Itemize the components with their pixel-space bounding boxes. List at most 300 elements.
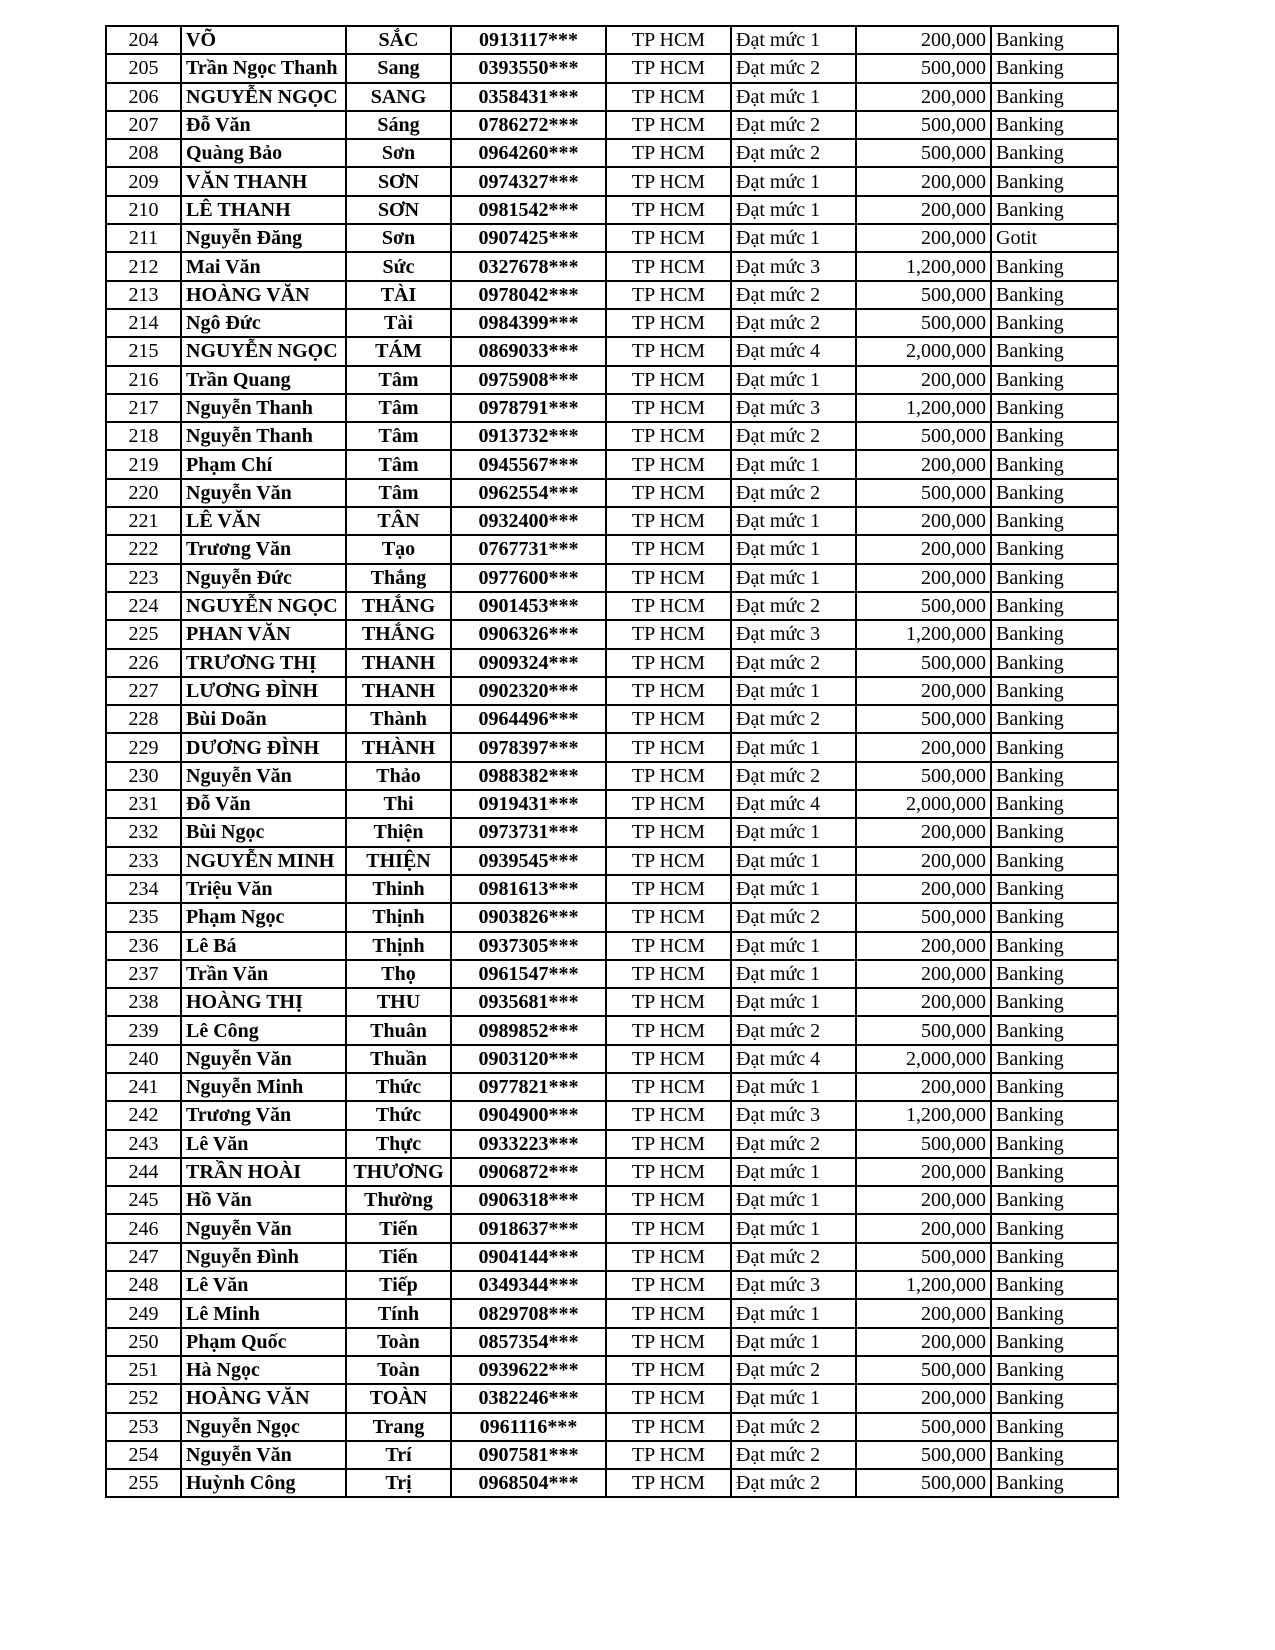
cell-amount: 500,000 (856, 111, 991, 139)
cell-level: Đạt mức 1 (731, 26, 856, 54)
cell-city: TP HCM (606, 535, 731, 563)
cell-given-name: Sơn (346, 139, 451, 167)
cell-stt: 222 (106, 535, 181, 563)
cell-amount: 200,000 (856, 818, 991, 846)
cell-phone: 0989852*** (451, 1016, 606, 1044)
table-row (106, 733, 1118, 761)
cell-phone: 0978791*** (451, 394, 606, 422)
cell-payment-method: Banking (991, 1413, 1118, 1441)
cell-level: Đạt mức 2 (731, 1413, 856, 1441)
cell-family-name: Đỗ Văn (181, 790, 346, 818)
cell-family-name: NGUYỄN NGỌC (181, 592, 346, 620)
cell-stt: 251 (106, 1356, 181, 1384)
cell-family-name: Trương Văn (181, 535, 346, 563)
cell-city: TP HCM (606, 1045, 731, 1073)
cell-family-name: Quàng Bảo (181, 139, 346, 167)
cell-level: Đạt mức 2 (731, 479, 856, 507)
cell-stt: 221 (106, 507, 181, 535)
cell-city: TP HCM (606, 252, 731, 280)
cell-stt: 240 (106, 1045, 181, 1073)
cell-family-name: Triệu Văn (181, 875, 346, 903)
cell-payment-method: Banking (991, 337, 1118, 365)
cell-city: TP HCM (606, 620, 731, 648)
cell-given-name: Tâm (346, 450, 451, 478)
table-row (106, 422, 1118, 450)
cell-family-name: Mai Văn (181, 252, 346, 280)
cell-payment-method: Banking (991, 535, 1118, 563)
cell-level: Đạt mức 4 (731, 790, 856, 818)
cell-stt: 207 (106, 111, 181, 139)
cell-payment-method: Banking (991, 167, 1118, 195)
cell-stt: 231 (106, 790, 181, 818)
cell-city: TP HCM (606, 932, 731, 960)
cell-level: Đạt mức 2 (731, 1243, 856, 1271)
table-row (106, 620, 1118, 648)
cell-city: TP HCM (606, 1356, 731, 1384)
cell-level: Đạt mức 1 (731, 960, 856, 988)
table-body (106, 26, 1118, 1497)
cell-city: TP HCM (606, 196, 731, 224)
table-row (106, 366, 1118, 394)
cell-stt: 230 (106, 762, 181, 790)
cell-family-name: Lê Văn (181, 1271, 346, 1299)
cell-stt: 229 (106, 733, 181, 761)
table-row (106, 26, 1118, 54)
cell-given-name: Thinh (346, 875, 451, 903)
cell-city: TP HCM (606, 733, 731, 761)
cell-payment-method: Banking (991, 790, 1118, 818)
cell-given-name: Thành (346, 705, 451, 733)
cell-phone: 0767731*** (451, 535, 606, 563)
cell-phone: 0933223*** (451, 1130, 606, 1158)
cell-city: TP HCM (606, 988, 731, 1016)
cell-payment-method: Banking (991, 733, 1118, 761)
cell-given-name: Sơn (346, 224, 451, 252)
cell-phone: 0939622*** (451, 1356, 606, 1384)
cell-city: TP HCM (606, 1130, 731, 1158)
cell-stt: 220 (106, 479, 181, 507)
cell-payment-method: Banking (991, 1186, 1118, 1214)
cell-city: TP HCM (606, 111, 731, 139)
cell-given-name: Tâm (346, 479, 451, 507)
cell-phone: 0977821*** (451, 1073, 606, 1101)
cell-amount: 500,000 (856, 309, 991, 337)
cell-phone: 0978397*** (451, 733, 606, 761)
cell-family-name: Nguyễn Minh (181, 1073, 346, 1101)
cell-given-name: Tiến (346, 1214, 451, 1242)
cell-payment-method: Banking (991, 1328, 1118, 1356)
table-row (106, 167, 1118, 195)
cell-payment-method: Banking (991, 1016, 1118, 1044)
cell-payment-method: Banking (991, 1441, 1118, 1469)
cell-city: TP HCM (606, 422, 731, 450)
cell-city: TP HCM (606, 847, 731, 875)
table-row (106, 960, 1118, 988)
cell-city: TP HCM (606, 450, 731, 478)
cell-payment-method: Banking (991, 677, 1118, 705)
cell-city: TP HCM (606, 649, 731, 677)
cell-amount: 200,000 (856, 224, 991, 252)
cell-level: Đạt mức 1 (731, 1158, 856, 1186)
cell-stt: 242 (106, 1101, 181, 1129)
table-row (106, 1073, 1118, 1101)
cell-given-name: THẮNG (346, 620, 451, 648)
cell-city: TP HCM (606, 507, 731, 535)
cell-amount: 200,000 (856, 875, 991, 903)
cell-payment-method: Banking (991, 1158, 1118, 1186)
cell-stt: 226 (106, 649, 181, 677)
cell-given-name: Thọ (346, 960, 451, 988)
table-row (106, 875, 1118, 903)
cell-phone: 0902320*** (451, 677, 606, 705)
cell-city: TP HCM (606, 337, 731, 365)
cell-family-name: NGUYỄN NGỌC (181, 83, 346, 111)
cell-amount: 1,200,000 (856, 394, 991, 422)
cell-level: Đạt mức 1 (731, 677, 856, 705)
cell-level: Đạt mức 2 (731, 111, 856, 139)
cell-city: TP HCM (606, 394, 731, 422)
cell-family-name: Lê Minh (181, 1299, 346, 1327)
cell-family-name: Nguyễn Văn (181, 1045, 346, 1073)
cell-given-name: TÁM (346, 337, 451, 365)
cell-amount: 200,000 (856, 1299, 991, 1327)
cell-phone: 0358431*** (451, 83, 606, 111)
table-row (106, 196, 1118, 224)
cell-level: Đạt mức 1 (731, 450, 856, 478)
cell-phone: 0978042*** (451, 281, 606, 309)
cell-city: TP HCM (606, 1016, 731, 1044)
cell-phone: 0869033*** (451, 337, 606, 365)
cell-phone: 0906326*** (451, 620, 606, 648)
cell-amount: 500,000 (856, 281, 991, 309)
cell-amount: 500,000 (856, 1356, 991, 1384)
cell-amount: 200,000 (856, 677, 991, 705)
cell-phone: 0977600*** (451, 564, 606, 592)
table-row (106, 1101, 1118, 1129)
table-row (106, 592, 1118, 620)
table-row (106, 1243, 1118, 1271)
cell-given-name: THÀNH (346, 733, 451, 761)
cell-stt: 211 (106, 224, 181, 252)
cell-given-name: Trí (346, 1441, 451, 1469)
cell-level: Đạt mức 2 (731, 649, 856, 677)
cell-level: Đạt mức 1 (731, 932, 856, 960)
cell-phone: 0939545*** (451, 847, 606, 875)
cell-payment-method: Banking (991, 450, 1118, 478)
cell-amount: 1,200,000 (856, 1271, 991, 1299)
cell-given-name: Thường (346, 1186, 451, 1214)
cell-given-name: Tâm (346, 394, 451, 422)
cell-city: TP HCM (606, 960, 731, 988)
cell-stt: 236 (106, 932, 181, 960)
cell-phone: 0907425*** (451, 224, 606, 252)
cell-amount: 200,000 (856, 988, 991, 1016)
cell-given-name: Sức (346, 252, 451, 280)
cell-level: Đạt mức 3 (731, 1101, 856, 1129)
cell-city: TP HCM (606, 366, 731, 394)
cell-city: TP HCM (606, 1299, 731, 1327)
cell-level: Đạt mức 2 (731, 54, 856, 82)
cell-stt: 210 (106, 196, 181, 224)
cell-family-name: VĂN THANH (181, 167, 346, 195)
cell-city: TP HCM (606, 705, 731, 733)
cell-phone: 0918637*** (451, 1214, 606, 1242)
table-row (106, 507, 1118, 535)
cell-level: Đạt mức 2 (731, 1469, 856, 1497)
table-row (106, 1441, 1118, 1469)
cell-given-name: Tiến (346, 1243, 451, 1271)
cell-amount: 1,200,000 (856, 1101, 991, 1129)
cell-amount: 500,000 (856, 903, 991, 931)
cell-phone: 0903120*** (451, 1045, 606, 1073)
cell-stt: 225 (106, 620, 181, 648)
cell-amount: 200,000 (856, 1186, 991, 1214)
cell-stt: 224 (106, 592, 181, 620)
cell-level: Đạt mức 2 (731, 762, 856, 790)
cell-level: Đạt mức 1 (731, 733, 856, 761)
cell-given-name: SƠN (346, 167, 451, 195)
cell-given-name: Thuần (346, 1045, 451, 1073)
cell-level: Đạt mức 1 (731, 1186, 856, 1214)
cell-stt: 208 (106, 139, 181, 167)
cell-given-name: THU (346, 988, 451, 1016)
cell-phone: 0964496*** (451, 705, 606, 733)
cell-stt: 244 (106, 1158, 181, 1186)
cell-level: Đạt mức 1 (731, 818, 856, 846)
cell-phone: 0904900*** (451, 1101, 606, 1129)
cell-family-name: Nguyễn Văn (181, 762, 346, 790)
cell-stt: 223 (106, 564, 181, 592)
cell-level: Đạt mức 2 (731, 705, 856, 733)
table-row (106, 564, 1118, 592)
cell-phone: 0975908*** (451, 366, 606, 394)
cell-stt: 209 (106, 167, 181, 195)
cell-amount: 500,000 (856, 1016, 991, 1044)
cell-level: Đạt mức 2 (731, 422, 856, 450)
cell-payment-method: Gotit (991, 224, 1118, 252)
cell-city: TP HCM (606, 1413, 731, 1441)
cell-phone: 0932400*** (451, 507, 606, 535)
cell-city: TP HCM (606, 281, 731, 309)
cell-stt: 212 (106, 252, 181, 280)
cell-city: TP HCM (606, 1158, 731, 1186)
cell-city: TP HCM (606, 790, 731, 818)
cell-payment-method: Banking (991, 281, 1118, 309)
table-row (106, 903, 1118, 931)
cell-given-name: Tiếp (346, 1271, 451, 1299)
cell-family-name: VÕ (181, 26, 346, 54)
cell-payment-method: Banking (991, 309, 1118, 337)
cell-level: Đạt mức 1 (731, 1214, 856, 1242)
cell-family-name: Hồ Văn (181, 1186, 346, 1214)
cell-city: TP HCM (606, 224, 731, 252)
cell-given-name: Trang (346, 1413, 451, 1441)
cell-phone: 0935681*** (451, 988, 606, 1016)
cell-city: TP HCM (606, 1073, 731, 1101)
cell-family-name: Trần Ngọc Thanh (181, 54, 346, 82)
table-row (106, 1045, 1118, 1073)
cell-phone: 0913732*** (451, 422, 606, 450)
cell-amount: 500,000 (856, 139, 991, 167)
cell-stt: 206 (106, 83, 181, 111)
cell-level: Đạt mức 1 (731, 1384, 856, 1412)
cell-amount: 200,000 (856, 1158, 991, 1186)
cell-given-name: Thi (346, 790, 451, 818)
cell-level: Đạt mức 2 (731, 1130, 856, 1158)
cell-level: Đạt mức 1 (731, 847, 856, 875)
cell-city: TP HCM (606, 903, 731, 931)
cell-family-name: HOÀNG VĂN (181, 1384, 346, 1412)
table-row (106, 1328, 1118, 1356)
table-row (106, 847, 1118, 875)
cell-phone: 0961547*** (451, 960, 606, 988)
cell-family-name: DƯƠNG ĐÌNH (181, 733, 346, 761)
cell-payment-method: Banking (991, 1101, 1118, 1129)
cell-given-name: Tạo (346, 535, 451, 563)
table-row (106, 1384, 1118, 1412)
cell-level: Đạt mức 1 (731, 366, 856, 394)
cell-payment-method: Banking (991, 1299, 1118, 1327)
cell-level: Đạt mức 2 (731, 139, 856, 167)
cell-city: TP HCM (606, 1186, 731, 1214)
cell-level: Đạt mức 1 (731, 224, 856, 252)
cell-level: Đạt mức 1 (731, 875, 856, 903)
cell-amount: 200,000 (856, 932, 991, 960)
cell-stt: 250 (106, 1328, 181, 1356)
cell-given-name: Trị (346, 1469, 451, 1497)
cell-amount: 500,000 (856, 1413, 991, 1441)
cell-stt: 228 (106, 705, 181, 733)
cell-family-name: Lê Văn (181, 1130, 346, 1158)
cell-phone: 0901453*** (451, 592, 606, 620)
cell-given-name: Thắng (346, 564, 451, 592)
cell-level: Đạt mức 1 (731, 507, 856, 535)
cell-stt: 216 (106, 366, 181, 394)
cell-phone: 0964260*** (451, 139, 606, 167)
table-row (106, 790, 1118, 818)
cell-amount: 200,000 (856, 847, 991, 875)
cell-family-name: Nguyễn Văn (181, 1441, 346, 1469)
cell-level: Đạt mức 1 (731, 1299, 856, 1327)
cell-given-name: Tâm (346, 422, 451, 450)
cell-amount: 500,000 (856, 1130, 991, 1158)
table-row (106, 818, 1118, 846)
cell-stt: 239 (106, 1016, 181, 1044)
cell-given-name: Thảo (346, 762, 451, 790)
cell-level: Đạt mức 4 (731, 337, 856, 365)
cell-payment-method: Banking (991, 988, 1118, 1016)
table-row (106, 83, 1118, 111)
cell-payment-method: Banking (991, 620, 1118, 648)
cell-payment-method: Banking (991, 932, 1118, 960)
table-row (106, 337, 1118, 365)
cell-stt: 245 (106, 1186, 181, 1214)
cell-phone: 0327678*** (451, 252, 606, 280)
cell-amount: 500,000 (856, 705, 991, 733)
cell-given-name: Tính (346, 1299, 451, 1327)
cell-given-name: SƠN (346, 196, 451, 224)
cell-amount: 200,000 (856, 366, 991, 394)
cell-phone: 0973731*** (451, 818, 606, 846)
table-row (106, 1469, 1118, 1497)
table-row (106, 705, 1118, 733)
cell-family-name: LÊ THANH (181, 196, 346, 224)
cell-given-name: THANH (346, 677, 451, 705)
cell-phone: 0981613*** (451, 875, 606, 903)
cell-payment-method: Banking (991, 762, 1118, 790)
cell-amount: 200,000 (856, 83, 991, 111)
cell-family-name: Trần Quang (181, 366, 346, 394)
cell-payment-method: Banking (991, 818, 1118, 846)
table-row (106, 1158, 1118, 1186)
cell-amount: 500,000 (856, 592, 991, 620)
table-row (106, 1214, 1118, 1242)
cell-phone: 0913117*** (451, 26, 606, 54)
cell-level: Đạt mức 2 (731, 592, 856, 620)
cell-amount: 200,000 (856, 733, 991, 761)
cell-phone: 0968504*** (451, 1469, 606, 1497)
cell-payment-method: Banking (991, 564, 1118, 592)
cell-payment-method: Banking (991, 422, 1118, 450)
cell-city: TP HCM (606, 54, 731, 82)
table-row (106, 535, 1118, 563)
cell-family-name: TRƯƠNG THỊ (181, 649, 346, 677)
cell-payment-method: Banking (991, 1356, 1118, 1384)
table-row (106, 394, 1118, 422)
cell-payment-method: Banking (991, 54, 1118, 82)
cell-family-name: LÊ VĂN (181, 507, 346, 535)
cell-amount: 1,200,000 (856, 252, 991, 280)
cell-stt: 243 (106, 1130, 181, 1158)
cell-stt: 241 (106, 1073, 181, 1101)
cell-stt: 249 (106, 1299, 181, 1327)
cell-payment-method: Banking (991, 1045, 1118, 1073)
cell-amount: 2,000,000 (856, 790, 991, 818)
cell-amount: 200,000 (856, 535, 991, 563)
cell-amount: 200,000 (856, 1384, 991, 1412)
cell-level: Đạt mức 1 (731, 167, 856, 195)
cell-phone: 0349344*** (451, 1271, 606, 1299)
cell-phone: 0988382*** (451, 762, 606, 790)
cell-family-name: Nguyễn Ngọc (181, 1413, 346, 1441)
cell-payment-method: Banking (991, 1243, 1118, 1271)
cell-amount: 500,000 (856, 54, 991, 82)
cell-phone: 0786272*** (451, 111, 606, 139)
cell-phone: 0904144*** (451, 1243, 606, 1271)
table-row (106, 649, 1118, 677)
cell-stt: 233 (106, 847, 181, 875)
table-row (106, 54, 1118, 82)
cell-payment-method: Banking (991, 960, 1118, 988)
cell-phone: 0906872*** (451, 1158, 606, 1186)
cell-given-name: THẮNG (346, 592, 451, 620)
cell-level: Đạt mức 2 (731, 309, 856, 337)
cell-level: Đạt mức 1 (731, 1328, 856, 1356)
cell-payment-method: Banking (991, 479, 1118, 507)
cell-phone: 0974327*** (451, 167, 606, 195)
cell-city: TP HCM (606, 1384, 731, 1412)
cell-stt: 238 (106, 988, 181, 1016)
cell-phone: 0393550*** (451, 54, 606, 82)
cell-family-name: Lê Công (181, 1016, 346, 1044)
cell-city: TP HCM (606, 1214, 731, 1242)
cell-given-name: Sáng (346, 111, 451, 139)
table-row (106, 1271, 1118, 1299)
cell-family-name: Lê Bá (181, 932, 346, 960)
cell-amount: 200,000 (856, 1214, 991, 1242)
cell-family-name: NGUYỄN MINH (181, 847, 346, 875)
cell-given-name: Thực (346, 1130, 451, 1158)
